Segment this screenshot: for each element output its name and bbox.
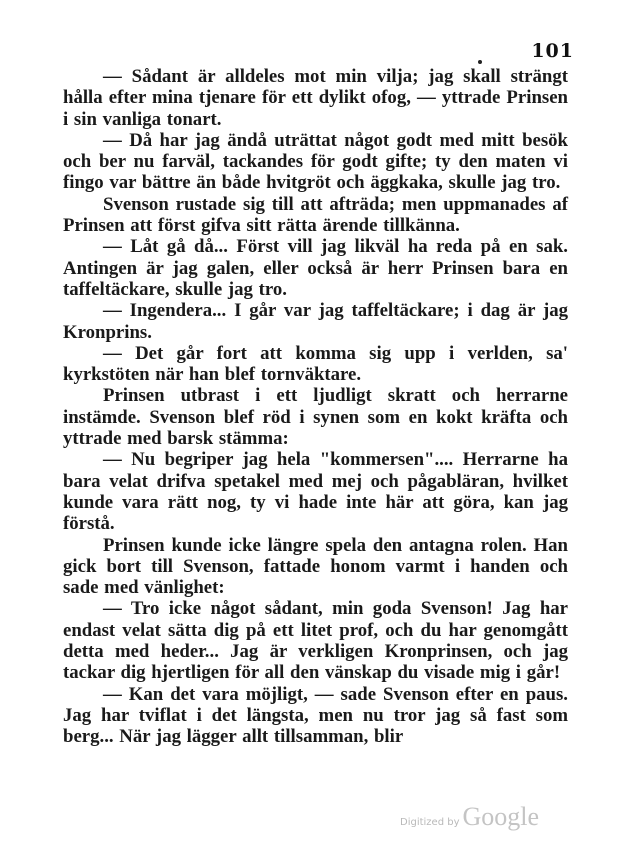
paragraph: — Tro icke något sådant, min goda Svenson! Jag har endast velat sätta dig på ett litet prof, och du har genomgått detta med heder... Jag är verkligen Kronprinsen, och jag tackar dig hjertligen för all den vänskap du visade mig i går!	[63, 598, 568, 684]
paragraph: — Låt gå då... Först vill jag likväl ha reda på en sak. Antingen är jag galen, eller också är herr Prinsen bara en taffeltäckare, skulle jag tro.	[63, 236, 568, 300]
paragraph: — Kan det vara möjligt, — sade Svenson efter en paus. Jag har tviflat i det längsta, men nu tror jag så fast som berg... När jag lägger allt tillsamman, blir	[63, 683, 568, 748]
ink-speck	[478, 60, 482, 64]
paragraph: — Det går fort att komma sig upp i verlden, sa' kyrkstöten när han blef tornväktare.	[63, 342, 568, 386]
paragraph: Prinsen kunde icke längre spela den antagna rolen. Han gick bort till Svenson, fattade honom varmt i handen och sade med vänlighet:	[63, 534, 568, 599]
paragraph: Prinsen utbrast i ett ljudligt skratt och herrarne instämde. Svenson blef röd i synen som en kokt kräfta och yttrade med barsk stämma:	[63, 385, 568, 450]
paragraph: Svenson rustade sig till att afträda; men uppmanades af Prinsen att först gifva sitt rätta ärende tillkänna.	[63, 193, 568, 237]
body-text	[63, 66, 568, 748]
paragraph: — Ingendera... I går var jag taffeltäckare; i dag är jag Kronprins.	[63, 300, 568, 343]
paragraph: — Sådant är alldeles mot min vilja; jag skall strängt hålla efter mina tjenare för ett dylikt ofog, — yttrade Prinsen i sin vanliga tonart.	[63, 66, 568, 130]
paragraph: — Nu begriper jag hela "kommersen".... Herrarne ha bara velat drifva spetakel med mej och pågabläran, hvilket kunde vara rätt nog, ty vi hade inte här att göra, kan jag förstå.	[63, 449, 568, 535]
digitized-label: Digitized by	[400, 817, 460, 828]
digitized-watermark	[400, 802, 539, 832]
page-number: 101	[531, 40, 574, 62]
paragraph: — Då har jag ändå uträttat något godt med mitt besök och ber nu farväl, tackandes för godt gifte; ty den maten vi fingo var bättre än både hvitgröt och äggkaka, skulle jag tro.	[63, 129, 568, 194]
google-logo: Google	[462, 802, 540, 831]
